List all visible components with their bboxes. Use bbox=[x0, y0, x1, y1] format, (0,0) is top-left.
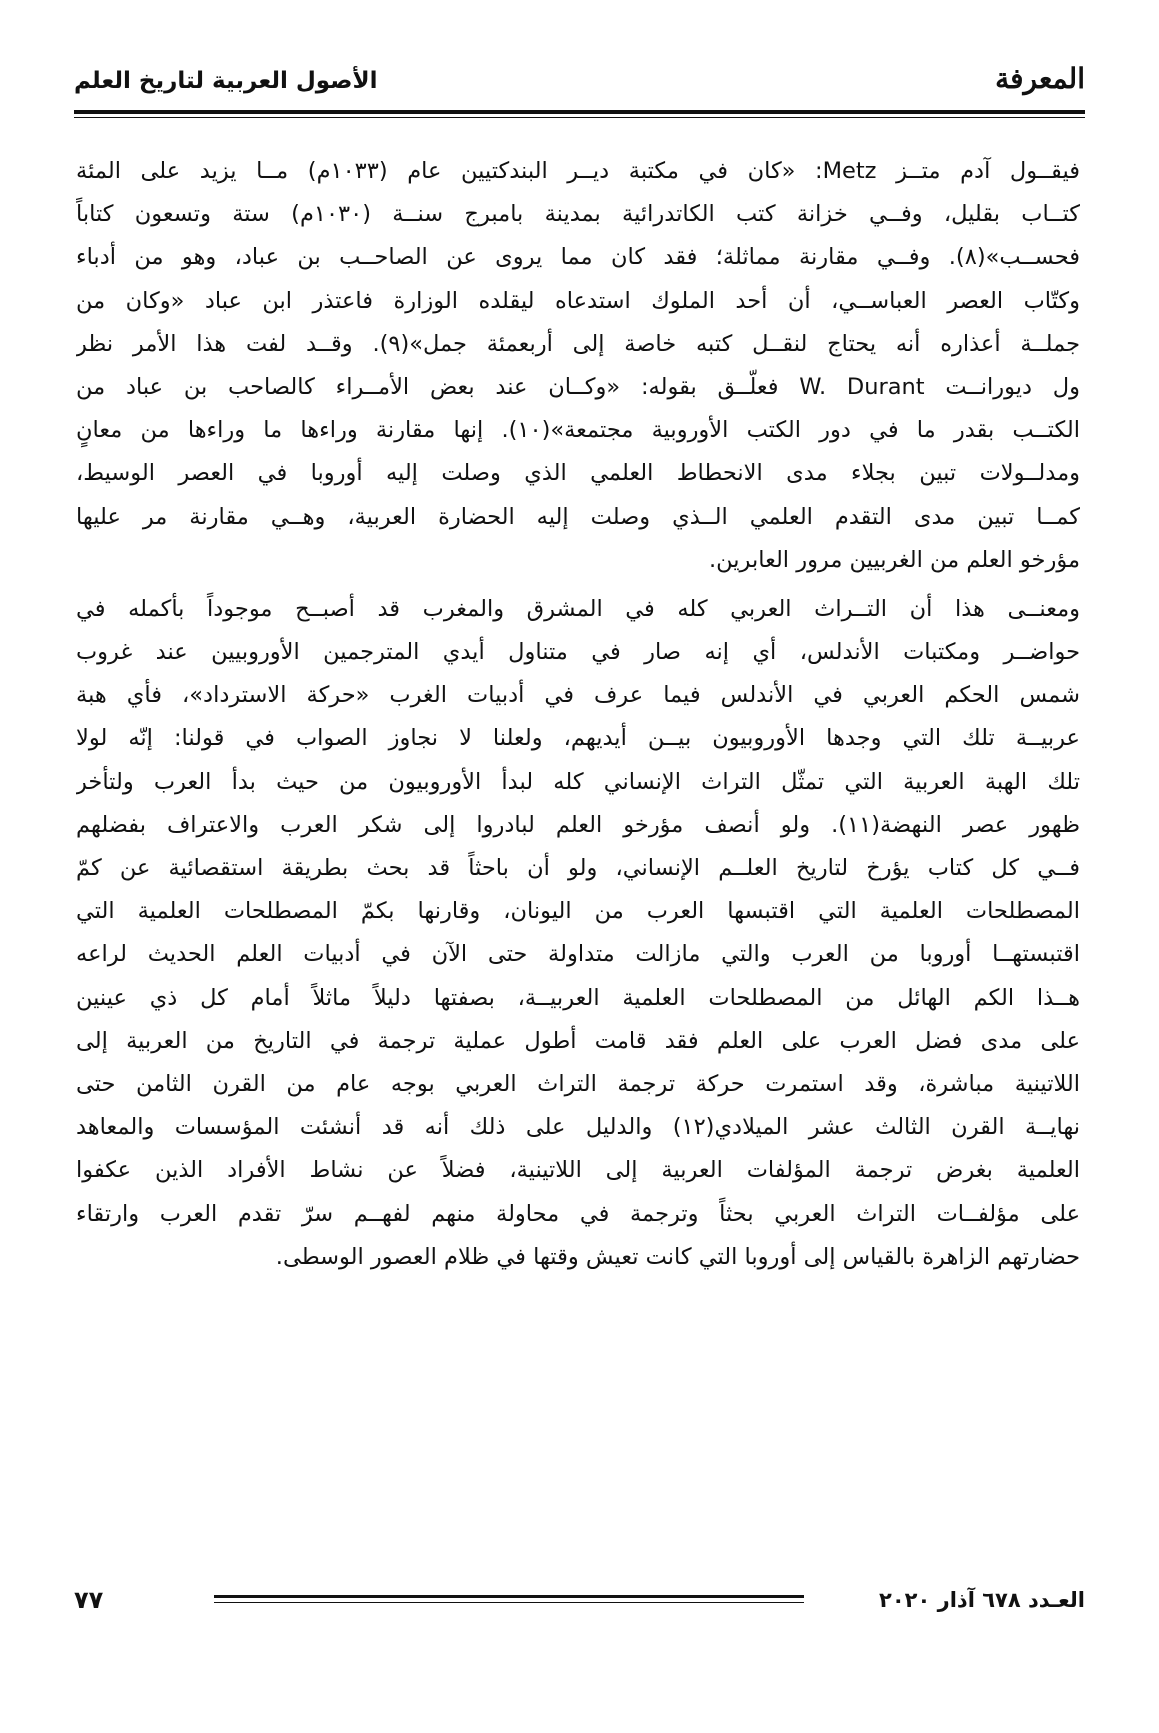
text-line: تلك الهبة العربية التي تمثّل التراث الإنساني كله لبدأ الأوروبيون من حيث بدأ العرب ولتأخر bbox=[76, 768, 1080, 795]
text-line: حواضــر ومكتبات الأندلس، أي إنه صار في متناول أيدي المترجمين الأوروبيين عند غروب bbox=[76, 639, 1080, 666]
paragraph-1 bbox=[76, 150, 1080, 582]
text-line: مؤرخو العلم من الغربيين مرور العابرين. bbox=[709, 546, 1080, 573]
text-line: فــي كل كتاب يؤرخ لتاريخ العلــم الإنساني، ولو أن باحثاً قد بحث بطريقة استقصائية عن كمّ bbox=[76, 855, 1080, 881]
page-header bbox=[74, 62, 1085, 102]
text-line: كتــاب بقليل، وفــي خزانة كتب الكاتدرائية بمدينة بامبرج سنــة (١٠٣٠م) ستة وتسعون كتاباً bbox=[76, 201, 1080, 228]
paragraph-2 bbox=[76, 588, 1080, 1279]
text-line: ومعنــى هذا أن التــراث العربي كله في المشرق والمغرب قد أصبــح موجوداً بأكمله في bbox=[76, 595, 1080, 622]
header-title: الأصول العربية لتاريخ العلم bbox=[74, 68, 378, 94]
text-line: كمــا تبين مدى التقدم العلمي الــذي وصلت إليه الحضارة العربية، وهــي مقارنة مر عليها bbox=[76, 503, 1080, 530]
header-rule bbox=[74, 110, 1085, 114]
text-line: هــذا الكم الهائل من المصطلحات العلمية العربيــة، بصفتها دليلاً ماثلاً أمام كل ذي عينين bbox=[76, 984, 1080, 1011]
page-footer bbox=[74, 1586, 1085, 1626]
issue-info: العـدد ٦٧٨ آذار ٢٠٢٠ bbox=[879, 1588, 1085, 1612]
page-number: ٧٧ bbox=[74, 1586, 104, 1614]
text-line: وكتّاب العصر العباســي، أن أحد الملوك استدعاه ليقلده الوزارة فاعتذر ابن عباد «وكان من bbox=[76, 287, 1080, 314]
text-line: حضارتهم الزاهرة بالقياس إلى أوروبا التي كانت تعيش وقتها في ظلام العصور الوسطى. bbox=[275, 1243, 1080, 1270]
magazine-logo: المعرفة bbox=[995, 62, 1085, 95]
text-line: اللاتينية مباشرة، وقد استمرت حركة ترجمة التراث العربي بوجه عام من القرن الثامن حتى bbox=[76, 1070, 1080, 1097]
text-line: عربيــة تلك التي وجدها الأوروبيون بيــن أيديهم، ولعلنا لا نجاوز الصواب في قولنا: إنّه لولا bbox=[76, 725, 1080, 752]
text-line: شمس الحكم العربي في الأندلس فيما عرف في أدبيات الغرب «حركة الاسترداد»، فأي هبة bbox=[76, 682, 1080, 709]
text-line: نهايــة القرن الثالث عشر الميلادي(١٢) والدليل على ذلك أنه قد أنشئت المؤسسات والمعاهد bbox=[76, 1114, 1080, 1141]
text-line: ومدلــولات تبين بجلاء مدى الانحطاط العلمي الذي وصلت إليه أوروبا في العصر الوسيط، bbox=[76, 460, 1080, 487]
text-line: جملــة أعذاره أنه يحتاج لنقــل كتبه خاصة إلى أربعمئة جمل»(٩). وقــد لفت هذا الأمر نظر bbox=[76, 330, 1080, 357]
text-line: على مؤلفــات التراث العربي بحثاً وترجمة في محاولة منهم لفهــم سرّ تقدم العرب وارتقاء bbox=[76, 1200, 1080, 1227]
text-line: العلمية بغرض ترجمة المؤلفات العربية إلى اللاتينية، فضلاً عن نشاط الأفراد الذين عكفوا bbox=[76, 1157, 1080, 1184]
text-line: على مدى فضل العرب على العلم فقد قامت أطول عملية ترجمة في التاريخ من العربية إلى bbox=[76, 1027, 1080, 1054]
text-line: ول ديورانــت W. Durant فعلّــق بقوله: «وكــان عند بعض الأمــراء كالصاحب بن عباد من bbox=[76, 373, 1080, 400]
text-line: الكتــب بقدر ما في دور الكتب الأوروبية مجتمعة»(١٠). إنها مقارنة وراءها ما وراءها من معانٍ bbox=[76, 417, 1080, 444]
text-line: المصطلحات العلمية التي اقتبسها العرب من اليونان، وقارنها بكمّ المصطلحات العلمية التي bbox=[76, 898, 1080, 925]
text-line: اقتبستهــا أوروبا من العرب والتي مازالت متداولة حتى الآن في أدبيات العلم الحديث لراعه bbox=[76, 941, 1080, 968]
text-line: فيقــول آدم متــز Metz: «كان في مكتبة ديــر البندكتيين عام (١٠٣٣م) مــا يزيد على المئة bbox=[76, 158, 1080, 184]
footer-rule bbox=[214, 1595, 804, 1598]
text-line: فحســب»(٨). وفــي مقارنة مماثلة؛ فقد كان مما يروى عن الصاحــب بن عباد، وهو من أدباء bbox=[76, 244, 1080, 271]
footer-rule-thin bbox=[214, 1602, 804, 1603]
text-line: ظهور عصر النهضة(١١). ولو أنصف مؤرخو العلم لبادروا إلى شكر العرب والاعتراف بفضلهم bbox=[76, 811, 1080, 838]
article-body bbox=[76, 150, 1080, 1279]
header-rule-thin bbox=[74, 117, 1085, 118]
